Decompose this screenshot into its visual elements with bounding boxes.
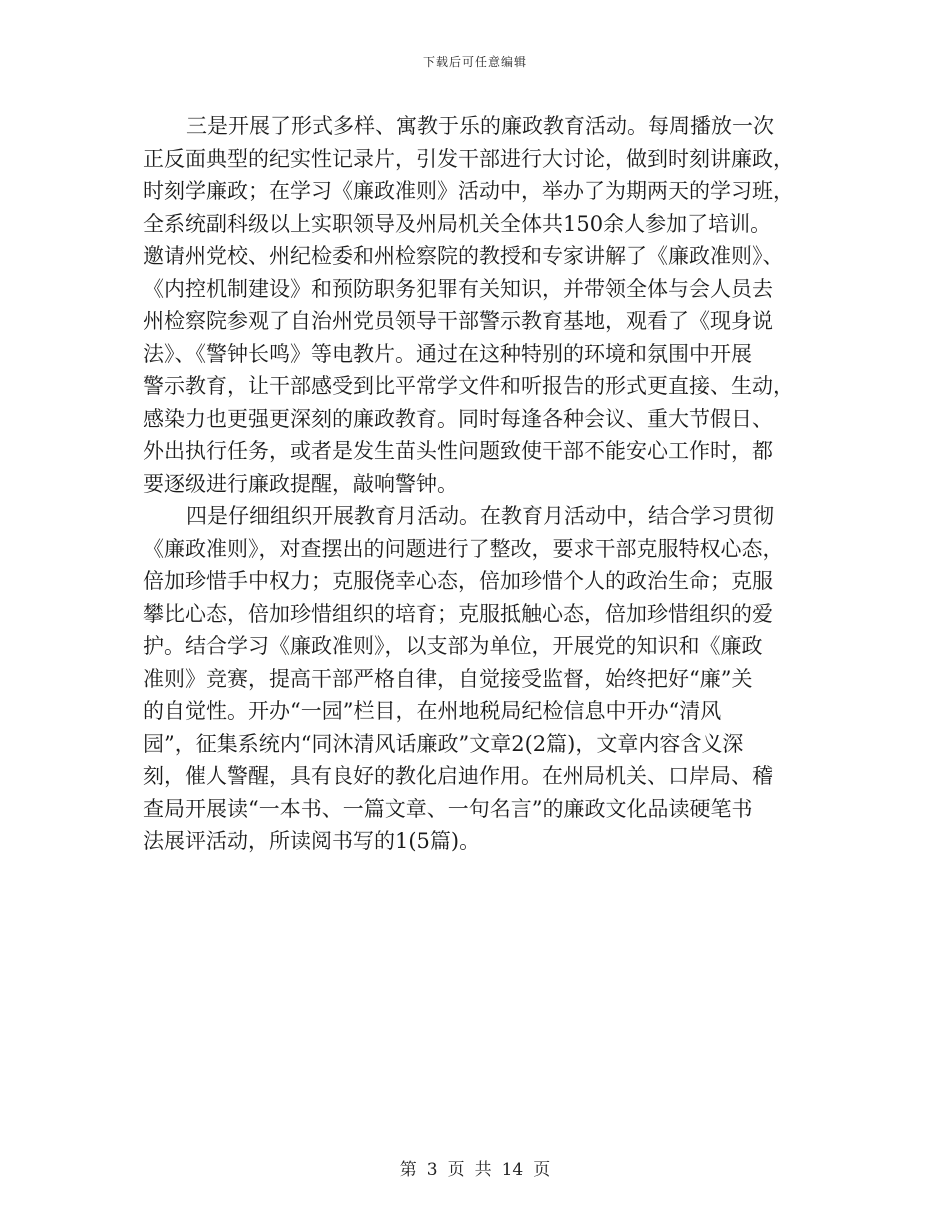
text-line: 时刻学廉政；在学习《廉政准则》活动中，举办了为期两天的学习班，: [143, 179, 794, 203]
paragraph-1: [143, 110, 811, 500]
text-line: 攀比心态，倍加珍惜组织的培育；克服抵触心态，倍加珍惜组织的爱: [143, 601, 773, 626]
text-line: 邀请州党校、州纪检委和州检察院的教授和专家讲解了《廉政准则》、: [143, 244, 784, 268]
text-line: 的自觉性。开办“一园”栏目，在州地税局纪检信息中开办“清风: [143, 699, 722, 723]
text-line: 正反面典型的纪实性记录片，引发干部进行大讨论，做到时刻讲廉政，: [143, 146, 794, 171]
text-line: 查局开展读“一本书、一篇文章、一句名言”的廉政文化品读硬笔书: [143, 796, 753, 821]
text-line: 准则》竞赛，提高干部严格自律，自觉接受监督，始终把好“廉”关: [143, 666, 753, 691]
document-body: [143, 110, 811, 858]
text-line: 要逐级进行廉政提醒，敲响警钟。: [143, 471, 458, 496]
text-line: 倍加珍惜手中权力；克服侥幸心态，倍加珍惜个人的政治生命；克服: [143, 569, 773, 593]
text-line: 园”，征集系统内“同沐清风话廉政”文章2(2篇)，文章内容含义深: [143, 731, 744, 756]
paragraph-2: [143, 500, 811, 858]
text-line: 《内控机制建设》和预防职务犯罪有关知识，并带领全体与会人员去: [143, 276, 773, 301]
text-line: 感染力也更强更深刻的廉政教育。同时每逢各种会议、重大节假日、: [143, 406, 773, 431]
footer-suffix: 页: [533, 1160, 551, 1180]
text-line: 法展评活动，所读阅书写的1(5篇)。: [143, 829, 481, 853]
text-line: 刻，催人警醒，具有良好的教化启迪作用。在州局机关、口岸局、稽: [143, 764, 773, 788]
header-note: 下载后可任意编辑: [422, 55, 527, 69]
text-line: 护。结合学习《廉政准则》，以支部为单位，开展党的知识和《廉政: [143, 634, 763, 658]
text-line: 四是仔细组织开展教育月活动。在教育月活动中，结合学习贯彻: [186, 504, 774, 528]
text-line: 州检察院参观了自治州党员领导干部警示教育基地，观看了《现身说: [143, 309, 773, 333]
footer-prefix: 第: [399, 1160, 417, 1180]
text-line: 《廉政准则》，对查摆出的问题进行了整改，要求干部克服特权心态，: [143, 536, 784, 561]
page-footer: [0, 1155, 950, 1180]
text-line: 三是开展了形式多样、寓教于乐的廉政教育活动。每周播放一次: [186, 114, 774, 138]
current-page-number: 3: [426, 1160, 438, 1180]
text-line: 法》、《警钟长鸣》等电教片。通过在这种特别的环境和氛围中开展: [143, 341, 752, 366]
text-line: 警示教育，让干部感受到比平常学文件和听报告的形式更直接、生动，: [143, 374, 794, 398]
footer-page-word: 页: [447, 1160, 465, 1180]
total-pages-number: 14: [501, 1160, 524, 1180]
text-line: 全系统副科级以上实职领导及州局机关全体共150余人参加了培训。: [143, 211, 772, 236]
text-line: 外出执行任务，或者是发生苗头性问题致使干部不能安心工作时，都: [143, 439, 773, 463]
footer-total-word: 共: [474, 1160, 492, 1180]
